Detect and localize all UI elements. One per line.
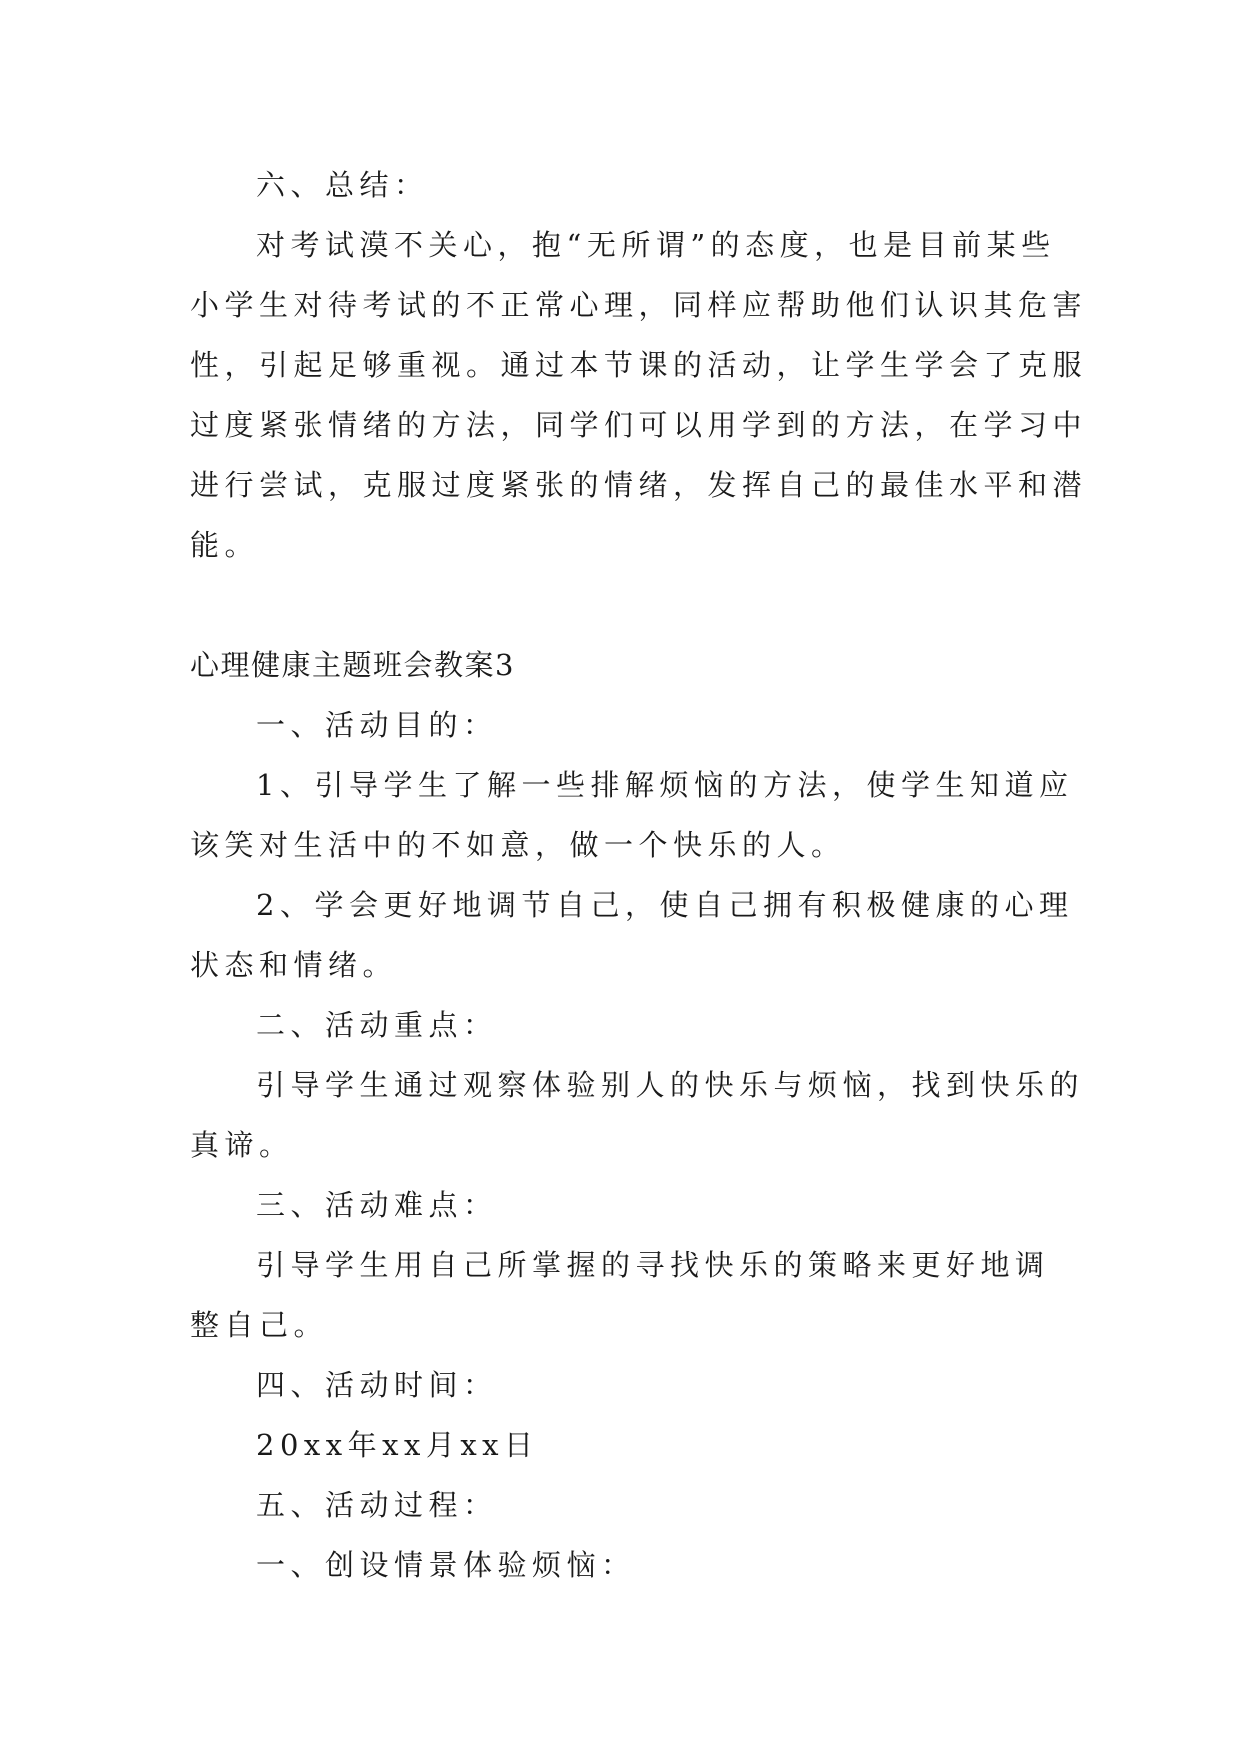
paragraph-line: 引导学生通过观察体验别人的快乐与烦恼，找到快乐的 bbox=[256, 1068, 1085, 1102]
paragraph-line: 2、学会更好地调节自己，使自己拥有积极健康的心理 bbox=[256, 888, 1074, 922]
time-value: 20xx年xx月xx日 bbox=[256, 1428, 539, 1462]
process-step: 一、创设情景体验烦恼： bbox=[256, 1548, 636, 1582]
process-heading: 五、活动过程： bbox=[256, 1488, 498, 1522]
paragraph-line: 真谛。 bbox=[190, 1128, 294, 1162]
paragraph-line: 能。 bbox=[190, 528, 260, 562]
document-title: 心理健康主题班会教案3 bbox=[190, 648, 515, 682]
paragraph-line: 1、引导学生了解一些排解烦恼的方法，使学生知道应 bbox=[256, 768, 1074, 802]
summary-heading: 六、总结： bbox=[256, 168, 429, 202]
paragraph-line: 对考试漠不关心，抱“无所谓”的态度，也是目前某些 bbox=[256, 228, 1056, 262]
goal-heading: 一、活动目的： bbox=[256, 708, 498, 742]
paragraph-line: 性，引起足够重视。通过本节课的活动，让学生学会了克服 bbox=[190, 348, 1088, 382]
paragraph-line: 整自己。 bbox=[190, 1308, 329, 1342]
focus-heading: 二、活动重点： bbox=[256, 1008, 498, 1042]
paragraph-line: 引导学生用自己所掌握的寻找快乐的策略来更好地调 bbox=[256, 1248, 1050, 1282]
time-heading: 四、活动时间： bbox=[256, 1368, 498, 1402]
paragraph-line: 进行尝试，克服过度紧张的情绪，发挥自己的最佳水平和潜 bbox=[190, 468, 1088, 502]
difficulty-heading: 三、活动难点： bbox=[256, 1188, 498, 1222]
paragraph-line: 该笑对生活中的不如意，做一个快乐的人。 bbox=[190, 828, 846, 862]
paragraph-line: 状态和情绪。 bbox=[190, 948, 398, 982]
paragraph-line: 过度紧张情绪的方法，同学们可以用学到的方法，在学习中 bbox=[190, 408, 1088, 442]
document-page bbox=[190, 155, 1088, 1595]
section-spacer bbox=[190, 575, 1052, 635]
paragraph-line: 小学生对待考试的不正常心理，同样应帮助他们认识其危害 bbox=[190, 288, 1088, 322]
